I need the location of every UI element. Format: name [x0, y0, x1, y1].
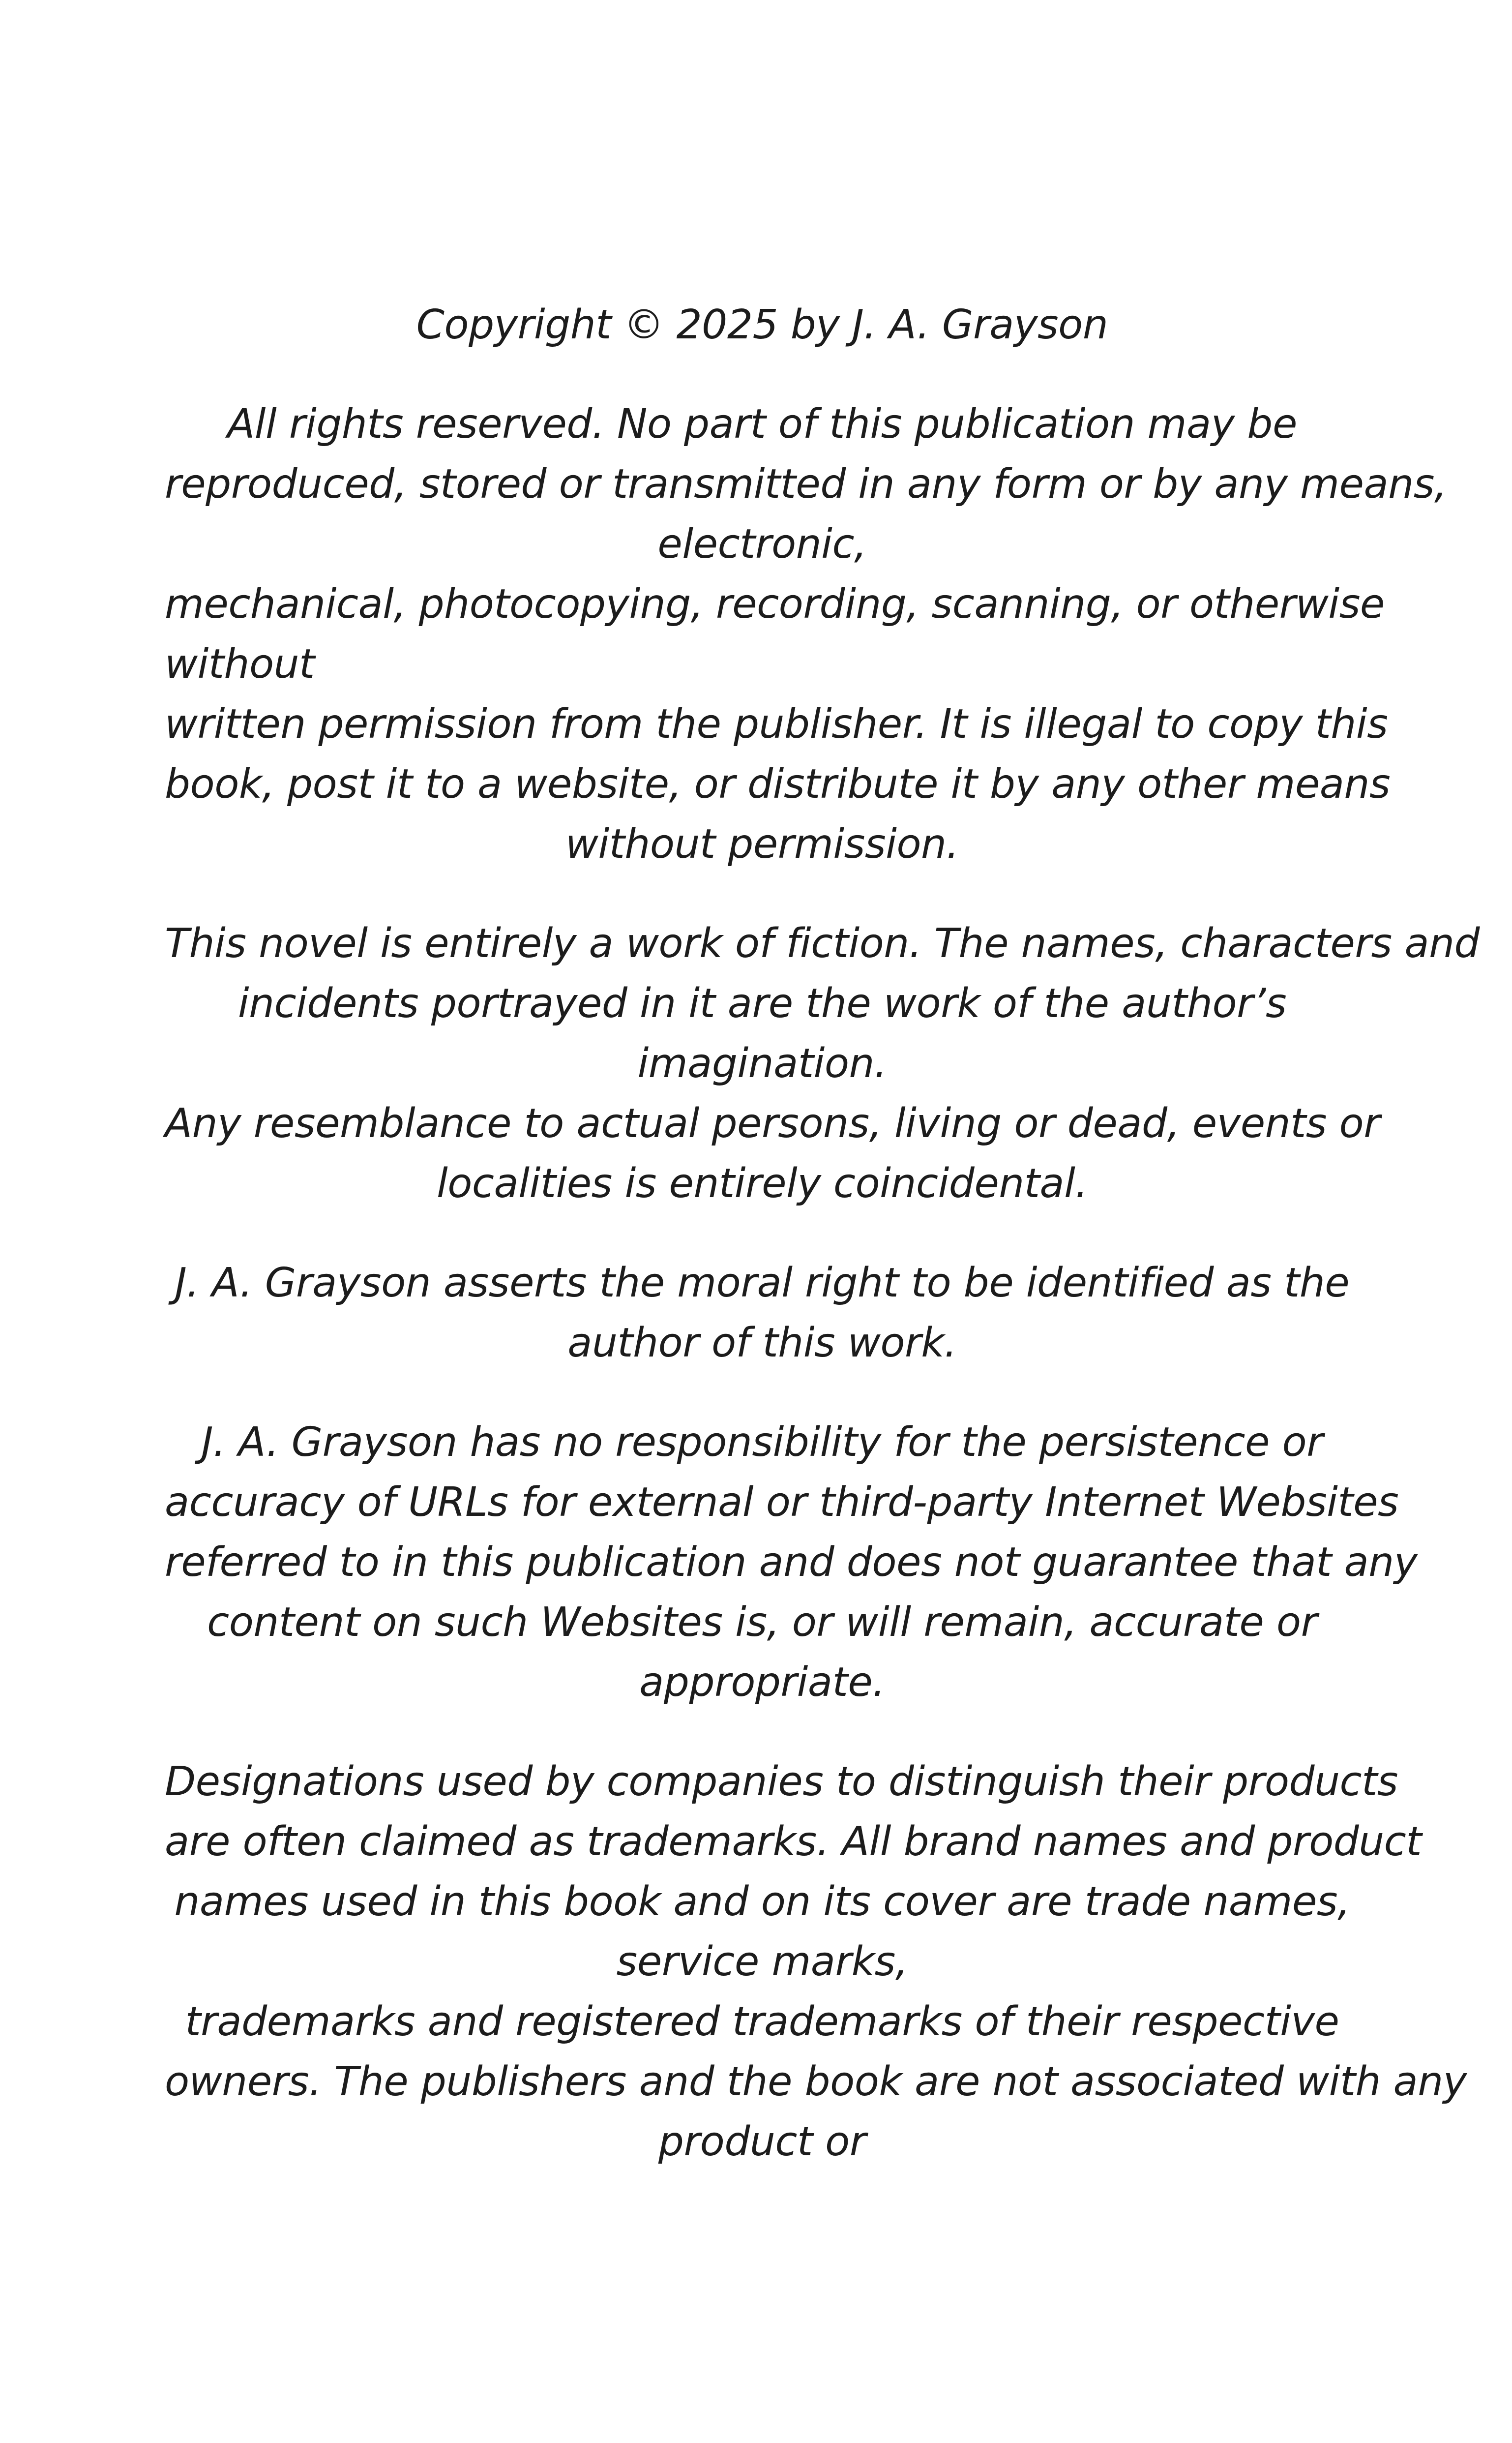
url-disclaimer-paragraph [165, 1413, 1418, 1713]
text-line: incidents portrayed in it are the work of the author’s [237, 980, 1287, 1027]
text-line: This novel is entirely a work of fiction. The names, characters and [165, 920, 1480, 967]
text-line: book, post it to a website, or distribute it by any other means [165, 761, 1391, 808]
text-line: Copyright © 2025 by J. A. Grayson [416, 302, 1108, 348]
text-line: owners. The publishers and the book are not associated with any [165, 2058, 1467, 2105]
text-line: without [165, 641, 315, 688]
text-line: localities is entirely coincidental. [436, 1160, 1088, 1207]
text-line: product or [658, 2118, 866, 2165]
text-line: J. A. Grayson asserts the moral right to be identified as the [175, 1260, 1350, 1306]
text-line: referred to in this publication and does not guarantee that any [165, 1539, 1418, 1586]
text-line: All rights reserved. No part of this publication may be [227, 401, 1297, 448]
text-line: Any resemblance to actual persons, living or dead, events or [165, 1100, 1380, 1147]
text-line: mechanical, photocopying, recording, scanning, or otherwise [165, 581, 1385, 628]
text-line: accuracy of URLs for external or third-party Internet Websites [165, 1479, 1399, 1526]
text-line: reproduced, stored or transmitted in any form or by any means, [165, 461, 1447, 508]
rights-reserved-paragraph [165, 394, 1447, 875]
text-line: names used in this book and on its cover are trade names, [174, 1878, 1350, 1925]
text-line: electronic, [657, 521, 867, 568]
text-line: service marks, [616, 1938, 908, 1985]
text-line: trademarks and registered trademarks of their respective [185, 1998, 1339, 2045]
copyright-text-block [165, 295, 1480, 2211]
text-line: author of this work. [567, 1320, 957, 1366]
text-line: Designations used by companies to distinguish their products [165, 1758, 1398, 1805]
copyright-notice [165, 295, 1360, 355]
fiction-disclaimer-paragraph [165, 914, 1480, 1214]
text-line: are often claimed as trademarks. All brand names and product [165, 1818, 1422, 1865]
moral-rights-paragraph [165, 1253, 1360, 1373]
text-line: without permission. [565, 821, 959, 868]
text-line: content on such Websites is, or will remain, accurate or [207, 1599, 1317, 1646]
text-line: imagination. [637, 1040, 887, 1087]
text-line: appropriate. [639, 1659, 885, 1706]
text-line: J. A. Grayson has no responsibility for the persistence or [201, 1419, 1323, 1466]
text-line: written permission from the publisher. It is illegal to copy this [165, 701, 1388, 748]
trademark-disclaimer-paragraph [165, 1752, 1467, 2172]
